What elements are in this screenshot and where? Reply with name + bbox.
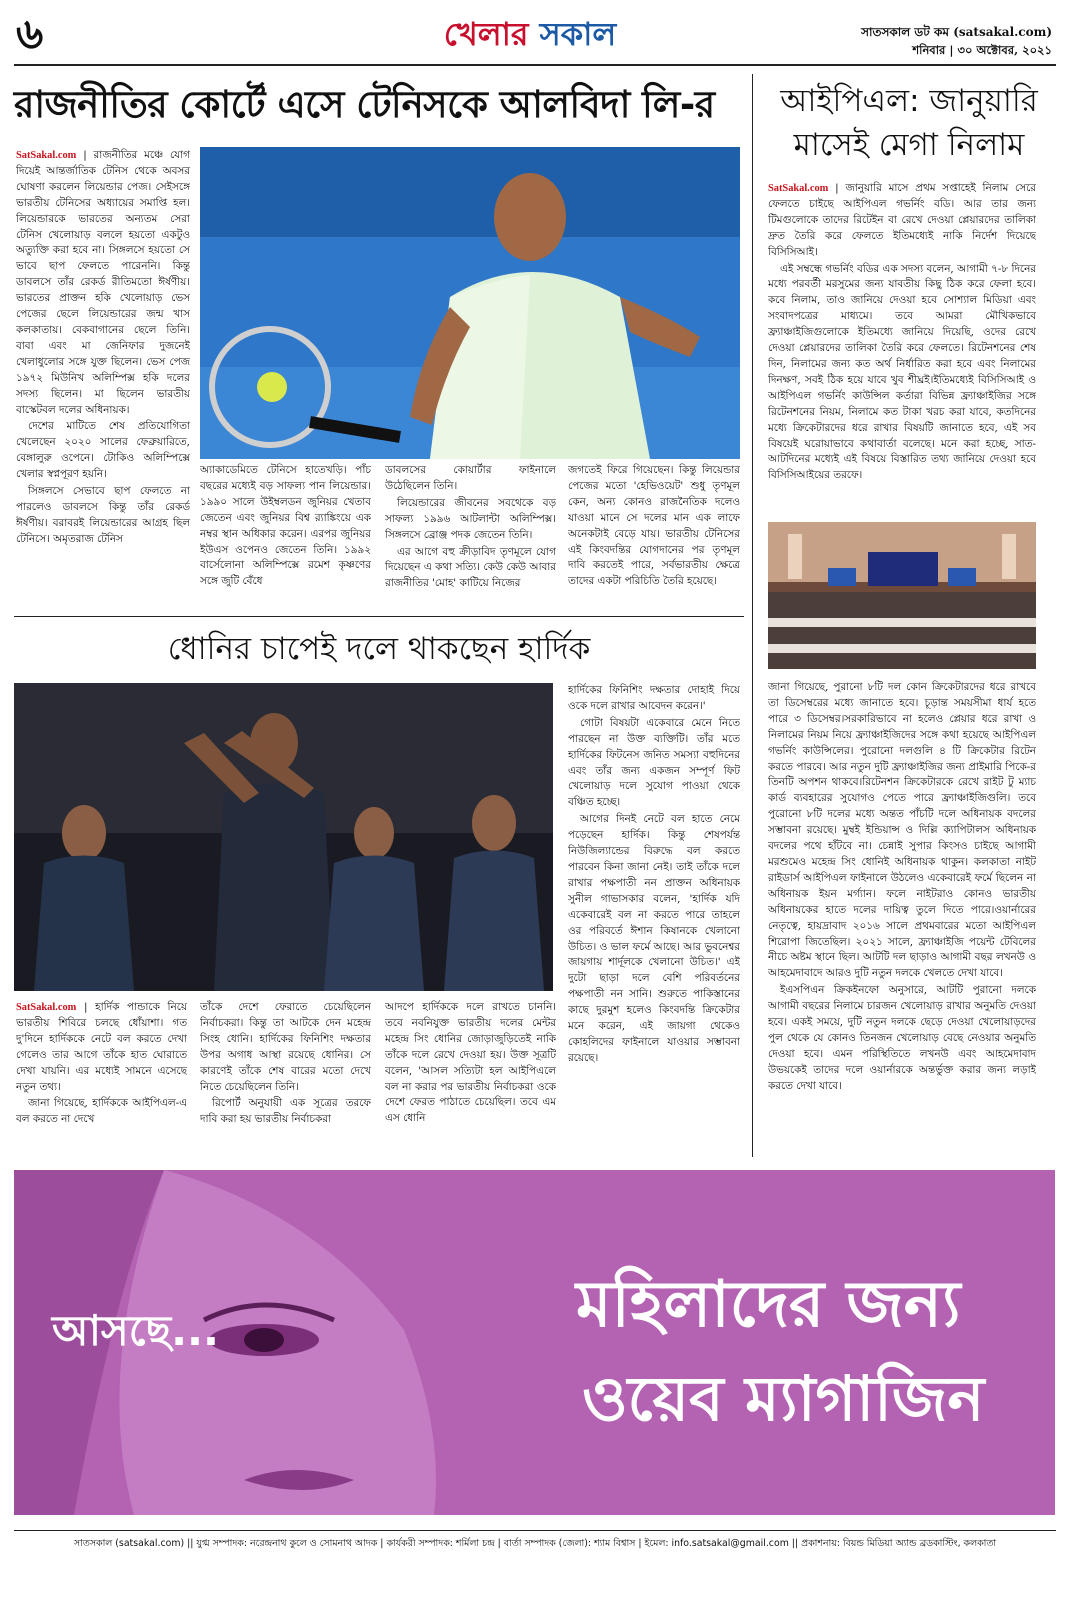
masthead-website: সাতসকাল ডট কম (satsakal.com) bbox=[861, 25, 1052, 39]
article1-col1-text1: | রাজনীতির মঞ্চে যোগ দিয়েই আন্তর্জাতিক টেনিস থেকে অবসর ঘোষণা করলেন লিয়েন্ডার পেজ। সেইসঙ্গে ভারতীয় টেনিসের অধ্যায়ের সমাপ্তি হল।লিয়েন্ডারকে ভারতের অন্যতম সেরা টেনিস খেলোয়াড় বললে হয়তো একটুও অত্যুক্তি করা হবে না। সিঙ্গলসে হয়তো সে ভাবে ছাপ ফেলতে পারেননি। কিন্তু ডাবলসে তাঁর রেকর্ড রীতিমতো ঈর্ষণীয়। ভারতের প্রাক্তন হকি খেলোয়াড় ভেস পেজের ছেলে লিয়েন্ডারের জন্ম খাস কলকাতায়। বেকবাগানের ছেলে তিনি। বাবা এবং মা জেনিফার দুজনেই খেলাধুলোর সঙ্গে যুক্ত ছিলেন। ভেস পেজ ১৯৭২ মিউনিখ অলিম্পিক্স হকি দলের সদস্য ছিলেন। মা ছিলেন ভারতীয় বাস্কেটবল দলের অধিনায়ক। bbox=[16, 149, 190, 416]
article1-bottom-rule bbox=[14, 616, 744, 617]
article3-right-para3: আগের দিনই নেটে বল হাতে নেমে পড়েছেন হার্দিক। কিন্তু শেষপর্যন্ত নিউজিল্যান্ডের বিরুদ্ধে বল করতে পারবেন কিনা জানা নেই। তাই তাঁকে দলে রাখার পক্ষপাতী নন প্রাক্তন অধিনায়ক সুনীল গাভাসকার বলেন, 'হার্দিক যদি একেবারেই বল না করতে পারে তাহলে ওর পরিবর্তে ঈশান কিষানকে খেলানো উচিত। ও ভাল ফর্মে আছে। আর ভুবনেশ্বর জায়গায় শার্দূলকে খেলানো উচিত।' এই দুটো ছাড়া দলে বেশি পরিবর্তনের পক্ষপাতী নন সানি। শুরুতে পাকিস্তানের কাছে দুরমুশ হলেও কিংবদন্তি ক্রিকেটার মনে করেন, এই জায়গা থেকেও কোহলিদের ফাইনালে যাওয়ার সম্ভাবনা রয়েছে। bbox=[568, 813, 740, 1064]
article1-col1 bbox=[16, 148, 190, 610]
article3-col1-text1: | হার্দিক পান্ডাকে নিয়ে ভারতীয় শিবিরে চলছে ধোঁয়াশা। গত দু'দিনে হার্দিককে নেটে বল করতে দেখা গেলেও তার আগে তাঁকে হাত ঘোরাতে দেখা যায়নি। এর মধ্যেই সামনে এসেছে নতুন তথ্য। bbox=[16, 1001, 187, 1093]
ipl-auction-photo bbox=[768, 522, 1036, 669]
article1-col1-para2: দেশের মাটিতে শেষ প্রতিযোগিতা খেলেছেন ২০২০ সালের ফেব্রুয়ারিতে, বেঙ্গালুরু ওপেনে। টোকিও অলিম্পিক্সে খেলার স্বপ্নপূরণ হয়নি। bbox=[16, 420, 190, 481]
article1-source: SatSakal.com bbox=[16, 150, 77, 161]
article2-bottom-text bbox=[768, 680, 1036, 1154]
masthead-title-part1: খেলার bbox=[443, 15, 540, 53]
article1-col3 bbox=[385, 463, 556, 611]
web-magazine-advert bbox=[14, 1170, 1055, 1515]
article1-col3-para1: ডাবলসের কোয়ার্টার ফাইনালে উঠেছিলেন তিনি। bbox=[385, 464, 556, 492]
article2-headline-line1: আইপিএল: জানুয়ারি bbox=[780, 83, 1038, 119]
footer-rule bbox=[14, 1530, 1056, 1531]
article2-source: SatSakal.com bbox=[768, 183, 829, 194]
article3-col1-para1 bbox=[16, 1000, 187, 1095]
article3-right-para1: হার্দিকের ফিনিশিং দক্ষতার দোহাই দিয়ে ওকে দলে রাখার আবেদন করেন।' bbox=[568, 684, 740, 712]
leander-paes-photo bbox=[200, 147, 740, 459]
article1-headline: রাজনীতির কোর্টে এসে টেনিসকে আলবিদা লি-র bbox=[14, 83, 715, 126]
advert-line2: ওয়েব ম্যাগাজিন bbox=[582, 1362, 985, 1435]
masthead-rule bbox=[14, 64, 1056, 66]
page-number: ৬ bbox=[16, 9, 44, 58]
article2-para1-text: | জানুয়ারি মাসে প্রথম সপ্তাহেই নিলাম সেরে ফেলতে চাইছে আইপিএল গভর্নিং বডি। আর তার জন্য টিমগুলোকে তাদের রিটেইন বা রেখে দেওয়া প্লেয়ারদের তালিকা দ্রুত তৈরি করে ফেলতে ইতিমধ্যেই নাকি নির্দেশ দিয়েছে বিসিসিআই। bbox=[768, 182, 1036, 258]
article3-col2-para2: রিপোর্ট অনুযায়ী এক সূত্রের তরফে দাবি করা হয় ভারতীয় নির্বাচকরা bbox=[200, 1097, 371, 1126]
article2-para3: জানা গিয়েছে, পুরানো ৮টি দল কোন ক্রিকেটারদের ধরে রাখবে তা ডিসেম্বরের মধ্যে জানাতে হবে। চূড়ান্ত সময়সীমা ধার্য হতে পারে ৩ ডিসেম্বর।সরকারিভাবে না হলেও প্লেয়ার ধরে রাখা ও নিলামের নিয়ম নিয়ে ফ্র্যাঞ্চাইজিদের সঙ্গে কথা হয়েছে আইপিএল গভর্নিং কাউন্সিলের। পুরোনো দলগুলি ৪ টি ক্রিকেটার রিটেন করতে পারবে। আর নতুন দুটি ফ্র্যাঞ্চাইজির জন্য প্রাইমারি পিকে-র তিনটি অপশন থাকবে।রিটেনশন ক্রিকেটারকে রেখে রাইট টু ম্যাচ কার্ড ব্যবহারের সুযোগও পেতে পারে ফ্র্যাঞ্চাইজিগুলি। তবে পুরোনো ৮টি দলের মধ্যে অন্তত পাঁচটি দলে অধিনায়ক বদলের সম্ভাবনা রয়েছে। মুম্বই ইন্ডিয়ান্স ও দিল্লি ক্যাপিটালস অধিনায়ক বদলের পথে হাঁটবে না। চেন্নাই সুপার কিংসও চাইছে আগামী মরশুমেও মহেন্দ্র সিং ধোনিই অধিনায়ক থাকুন। কলকাতা নাইট রাইডার্স আইপিএল ফাইনালে উঠলেও একেবারেই ফর্মে ছিলেন না অধিনায়ক ইয়ন মর্গ্যান। ফলে নাইটরাও কোনও ভারতীয় অধিনায়কের হাতে দলের দায়িত্ব তুলে দিতে পারে।ওয়ার্নারের নেতৃত্বে, হায়দ্রাবাদ ২০১৬ সালে প্রথমবারের মতো আইপিএল শিরোপা জিতেছিল। ২০২১ সালে, ফ্র্যাঞ্চাইজি পয়েন্ট টেবিলের নীচে অষ্টম স্থানে ছিল। আটটি দল ছাড়াও আগামী বছর লখনউ ও আহমেদাবাদে আরও দুটি নতুন দলকে খেলতে দেখা যাবে। bbox=[768, 681, 1036, 980]
column-rule-main bbox=[752, 74, 753, 1157]
article3-headline: ধোনির চাপেই দলে থাকছেন হার্দিক bbox=[167, 631, 591, 667]
masthead-title bbox=[400, 14, 660, 54]
article3-col3 bbox=[385, 1000, 556, 1155]
article3-col1-para2: জানা গিয়েছে, হার্দিককে আইপিএল-এ বল করতে না দেখে bbox=[16, 1097, 187, 1126]
article3-col1 bbox=[16, 1000, 187, 1155]
article1-col4 bbox=[568, 463, 740, 611]
article3-source: SatSakal.com bbox=[16, 1002, 77, 1013]
article1-col3-para3: এর আগে বহু ক্রীড়াবিদ তৃণমূলে যোগ দিয়েছেন এ কথা সত্যি। কেউ কেউ আবার রাজনীতির 'মোহ' কাটিয়ে নিজের bbox=[385, 545, 556, 590]
article3-col3-text: আদপে হার্দিককে দলে রাখতে চাননি। তবে নবনিযুক্ত ভারতীয় দলের মেন্টর মহেন্দ্র সিং ধোনির জোড়াজুড়িতেই নাকি তাঁকে দলে রেখে দেওয়া হয়। উক্ত সূত্রটি বলেন, 'আসল সত্যিটা হল আইপিএলে বল না করার পর ভারতীয় নির্বাচকরা ওকে দেশে ফেরত পাঠাতে চেয়েছিল। তবে এম এস ধোনি bbox=[385, 1001, 556, 1125]
footer-credits: সাতসকাল (satsakal.com) || যুগ্ম সম্পাদক: নরেন্দ্রনাথ কুলে ও সোমনাথ আদক | কার্যকরী সম্পাদক: শর্মিলা চন্দ্র | বার্তা সম্পাদক (জেলা): শ্যাম বিশ্বাস | ইমেল: info.satsakal@gmail.com || প্রকাশনায়: বিয়ন্ড মিডিয়া অ্যান্ড ব্রডকাস্টিং, কলকাতা bbox=[73, 1538, 997, 1549]
article3-col2-para1: তাঁকে দেশে ফেরাতে চেয়েছিলেন নির্বাচকরা। কিন্তু তা আটকে দেন মহেন্দ্র সিংহ ধোনি। হার্দিকের ফিনিশিং দক্ষতার উপর অগাধ আস্থা রয়েছে ধোনির। সে কারণেই তাঁকে শেষ বারের মতো দেখে নিতে চেয়েছিলেন তিনি। bbox=[200, 1001, 371, 1093]
article2-para1 bbox=[768, 181, 1036, 261]
article2-para2: এই সম্বন্ধে গভর্নিং বডির এক সদস্য বলেন, আগামী ৭-৮ দিনের মধ্যে পরবর্তী মরসুমের জন্য যাবতীয় কিছু ঠিক করে ফেলা হবে। কবে নিলাম, তাও জানিয়ে দেওয়া হবে সোশ্যাল মিডিয়া এবং সংবাদপত্রের মাধ্যমে। তবে আমরা মৌখিকভাবে ফ্র্যাঞ্চাইজিগুলোকে ইতিমধ্যে জানিয়ে দিয়েছি, ওদের রেখে দেওয়া প্লেয়ারদের তালিকা তৈরি করে ফেলতে। রিটেনশনের শেষ দিন, নিলামের জন্য কত অর্থ নির্ধারিত করা হবে এবং নিলামের দিনক্ষণ, সবই ঠিক হয়ে যাবে খুব শীঘ্রই।ইতিমধ্যেই বিসিসিআই ও আইপিএল গভর্নিং কাউন্সিল কর্তারা বিভিন্ন ফ্র্যাঞ্চাইজির সঙ্গে রিটেনশনের নিয়ম, নিলামে কত টাকা খরচ করা যাবে, কতদিনের মধ্যে ক্রিকেটারদের ধরে রাখার বিষয়টি জানাতে হবে, এই সব বিষয়েই ঘরোয়াভাবে কথাবার্তা বলেছে। মনে করা হচ্ছে, সাত-আটদিনের মধ্যেই এই বিষয়ে বিস্তারিত তথ্য জানিয়ে দেওয়া হবে বিসিসিআইয়ের তরফে। bbox=[768, 262, 1036, 482]
article3-right-para2: গোটা বিষয়টা একেবারে মেনে নিতে পারছেন না উক্ত ব্যক্তিটি। তাঁর মতে হার্দিকের ফিটনেস জনিত সমস্যা বহুদিনের এবং তাঁর জন্য একজন সম্পূর্ণ ফিট খেলোয়াড় দলে সুযোগ পাওয়া থেকে বঞ্চিত হচ্ছে। bbox=[568, 716, 740, 809]
masthead-title-part2: সকাল bbox=[539, 15, 617, 53]
article1-col4-text: জগতেই ফিরে গিয়েছেন। কিন্তু লিয়েন্ডার পেজের মতো 'হেভিওয়েট' শুধু তৃণমূল কেন, অন্য কোনও রাজনৈতিক দলেও যাওয়া মানে সে দলের মান এক লাফে অনেকটাই বেড়ে যায়। ভারতীয় টেনিসের এই কিংবদন্তির যোগদানের পর তৃণমূল দাবি করতেই পারে, সর্বভারতীয় ক্ষেত্রে তাদের একটা পরিচিতি তৈরি হয়েছে। bbox=[568, 464, 740, 588]
article2-para4: ইএসপিএন ক্রিকইনফো অনুসারে, আটটি পুরানো দলকে আগামী বছরের নিলামে চারজন খেলোয়াড় রাখার অনুমতি দেওয়া হবে। একই সময়ে, দুটি নতুন দলকে ছেড়ে দেওয়া খেলোয়াড়দের পুল থেকে যে কোনও তিনজন খেলোয়াড় বেছে নেওয়ার অনুমতি দেওয়া হবে। এমন পরিস্থিতিতে লখনউ এবং আহমেদাবাদ উভয়কেই তাদের দলে ওয়ার্নারকে অন্তর্ভুক্ত করার জন্য লড়াই করতে দেখা যাবে। bbox=[768, 984, 1036, 1092]
article2-top-text bbox=[768, 181, 1036, 517]
article1-col2 bbox=[200, 463, 371, 611]
article3-right-col bbox=[568, 683, 740, 1155]
hardik-pandya-photo bbox=[14, 683, 553, 991]
advert-line1: মহিলাদের জন্য bbox=[576, 1268, 961, 1342]
article3-col2 bbox=[200, 1000, 371, 1155]
article2-headline-line2: মাসেই মেগা নিলাম bbox=[793, 127, 1025, 163]
masthead-date: শনিবার | ৩০ অক্টোবর, ২০২১ bbox=[912, 43, 1052, 57]
article1-col1-para3: সিঙ্গলসে সেভাবে ছাপ ফেলতে না পারলেও ডাবলসে কিন্তু তাঁর রেকর্ড ঈর্ষণীয়। বরাবরই লিয়েন্ডারের আগ্রহ ছিল টেনিসে। অমৃতরাজ টেনিস bbox=[16, 485, 190, 545]
advert-teaser: আসছে... bbox=[52, 1306, 219, 1355]
article1-col3-para2: লিয়েন্ডারের জীবনের সবথেকে বড় সাফল্য ১৯৯৬ আটলান্টা অলিম্পিক্স। সিঙ্গলসে ব্রোঞ্জ পদক জেতেন তিনি। bbox=[385, 496, 556, 541]
article1-col1-para1 bbox=[16, 148, 190, 418]
article1-col2-text: অ্যাকাডেমিতে টেনিসে হাতেখড়ি। পাঁচ বছরের মধ্যেই বড় সাফল্য পান লিয়েন্ডার। ১৯৯০ সালে উইম্বলডন জুনিয়র খেতাব জেতেন এবং জুনিয়র বিশ্ব র‍্যাঙ্কিংয়ে এক নম্বর স্থান অধিকার করেন। এরপর জুনিয়র ইউএস ওপেনও জেতেন তিনি। ১৯৯২ বার্সেলোনা অলিম্পিক্সে রমেশ কৃষ্ণণের সঙ্গে জুটি বেঁধে bbox=[200, 464, 371, 588]
